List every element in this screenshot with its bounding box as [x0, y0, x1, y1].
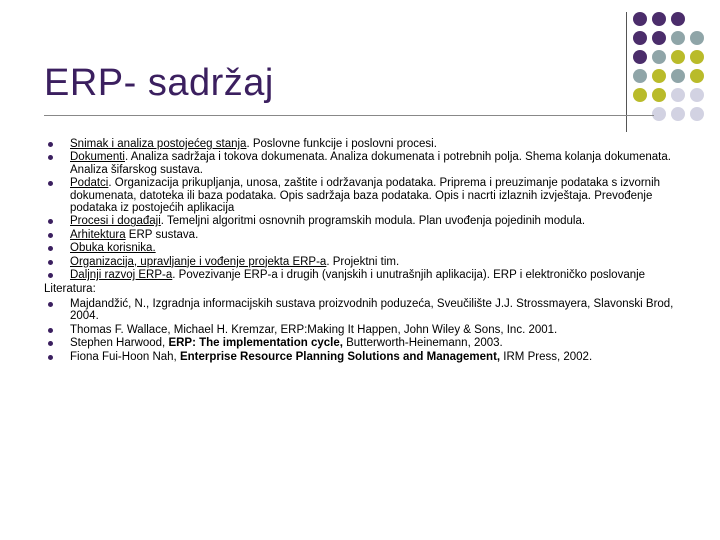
bullet-icon [48, 341, 53, 346]
bullet-icon [48, 302, 53, 307]
decorative-dot [690, 88, 704, 102]
decorative-dot [671, 69, 685, 83]
decorative-dot [652, 31, 666, 45]
list-item [44, 256, 674, 268]
list-item [44, 177, 674, 214]
reference-text: Fiona Fui-Hoon Nah, [70, 350, 180, 363]
reference-text: Majdandžić, N., Izgradnja informacijskih sustava proizvodnih poduzeća, Sveučilište J.J. Strossmayera, Slavonski Brod, 2004. [70, 297, 674, 323]
item-link[interactable]: Obuka korisnika. [70, 242, 156, 255]
decorative-dot [671, 12, 685, 26]
decorative-dot [652, 50, 666, 64]
decorative-dot [671, 88, 685, 102]
item-link[interactable]: Arhitektura [70, 228, 126, 241]
bullet-icon [48, 155, 53, 160]
bullet-icon [48, 273, 53, 278]
item-link[interactable]: Procesi i događaji [70, 215, 161, 228]
bullet-icon [48, 181, 53, 186]
reference-publisher: IRM Press, 2002. [500, 350, 593, 363]
reference-text: Thomas F. Wallace, Michael H. Kremzar, ERP:Making It Happen, John Wiley & Sons, Inc. 2001. [70, 323, 558, 336]
list-item [44, 215, 674, 227]
title-underline [44, 115, 654, 116]
item-text: . Poslovne funkcije i poslovni procesi. [246, 138, 437, 150]
reference-item [44, 298, 674, 323]
item-link[interactable]: Podatci [70, 177, 109, 190]
reference-item [44, 337, 674, 349]
item-text: . Temeljni algoritmi osnovnih programskih modula. Plan uvođenja pojedinih modula. [160, 215, 586, 228]
bullet-icon [48, 328, 53, 333]
decorative-dot [690, 69, 704, 83]
item-text: . Povezivanje ERP-a i drugih (vanjskih i unutrašnjih aplikacija). ERP i elektroničko poslovanje [172, 269, 646, 282]
item-link[interactable]: Dokumenti [70, 151, 125, 164]
item-link[interactable]: Organizacija, upravljanje i vođenje projekta ERP-a [70, 255, 327, 268]
decorative-dot [671, 50, 685, 64]
decorative-dot [652, 69, 666, 83]
decorative-dot [652, 12, 666, 26]
decorative-dot [690, 31, 704, 45]
decorative-dot [633, 69, 647, 83]
bullet-icon [48, 233, 53, 238]
reference-title: ERP: The implementation cycle, [168, 337, 343, 350]
list-item [44, 151, 674, 176]
decorative-dot [633, 12, 647, 26]
item-text: . Projektni tim. [326, 255, 400, 268]
bullet-icon [48, 246, 53, 251]
item-link[interactable]: Daljnji razvoj ERP-a [70, 269, 173, 282]
slide-content [44, 138, 674, 364]
literature-label: Literatura: [44, 283, 96, 296]
item-text: . Organizacija prikupljanja, unosa, zaštite i održavanja podataka. Priprema i preuzimanje podataka s izvornih dokumenata, datoteka ili baza podataka. Opis sadržaja baza podataka. Opis i nacrti izlaznih izvještaja. Prevođenje podataka iz postojećih aplikacija [70, 177, 661, 215]
item-link[interactable]: Snimak i analiza postojećeg stanja [70, 138, 247, 150]
decorative-dot [633, 88, 647, 102]
references-list [44, 298, 674, 363]
bullet-icon [48, 260, 53, 265]
bullet-icon [48, 219, 53, 224]
contents-list [44, 138, 674, 281]
decorative-dot [652, 88, 666, 102]
decorative-dot [671, 107, 685, 121]
decorative-dot [671, 31, 685, 45]
decorative-dot [652, 107, 666, 121]
reference-item [44, 351, 674, 363]
decorative-dot [633, 31, 647, 45]
list-item [44, 269, 674, 281]
reference-text: Stephen Harwood, [70, 337, 169, 350]
decorative-dot [690, 107, 704, 121]
reference-item [44, 324, 674, 336]
bullet-icon [48, 355, 53, 360]
bullet-icon [48, 142, 53, 147]
decorative-dot [633, 50, 647, 64]
reference-publisher: Butterworth-Heinemann, 2003. [342, 337, 503, 350]
list-item [44, 138, 674, 150]
reference-title: Enterprise Resource Planning Solutions and Management, [179, 350, 501, 363]
item-text: . Analiza sadržaja i tokova dokumenata. Analiza dokumenata i potrebnih polja. Shema kolanja dokumenata. Analiza šifarskog sustava. [70, 151, 671, 176]
decorative-dot [690, 50, 704, 64]
decorative-vertical-line [626, 12, 627, 132]
item-text: ERP sustava. [125, 228, 199, 241]
list-item [44, 229, 674, 241]
slide-title: ERP- sadržaj [44, 62, 274, 104]
list-item [44, 242, 674, 254]
